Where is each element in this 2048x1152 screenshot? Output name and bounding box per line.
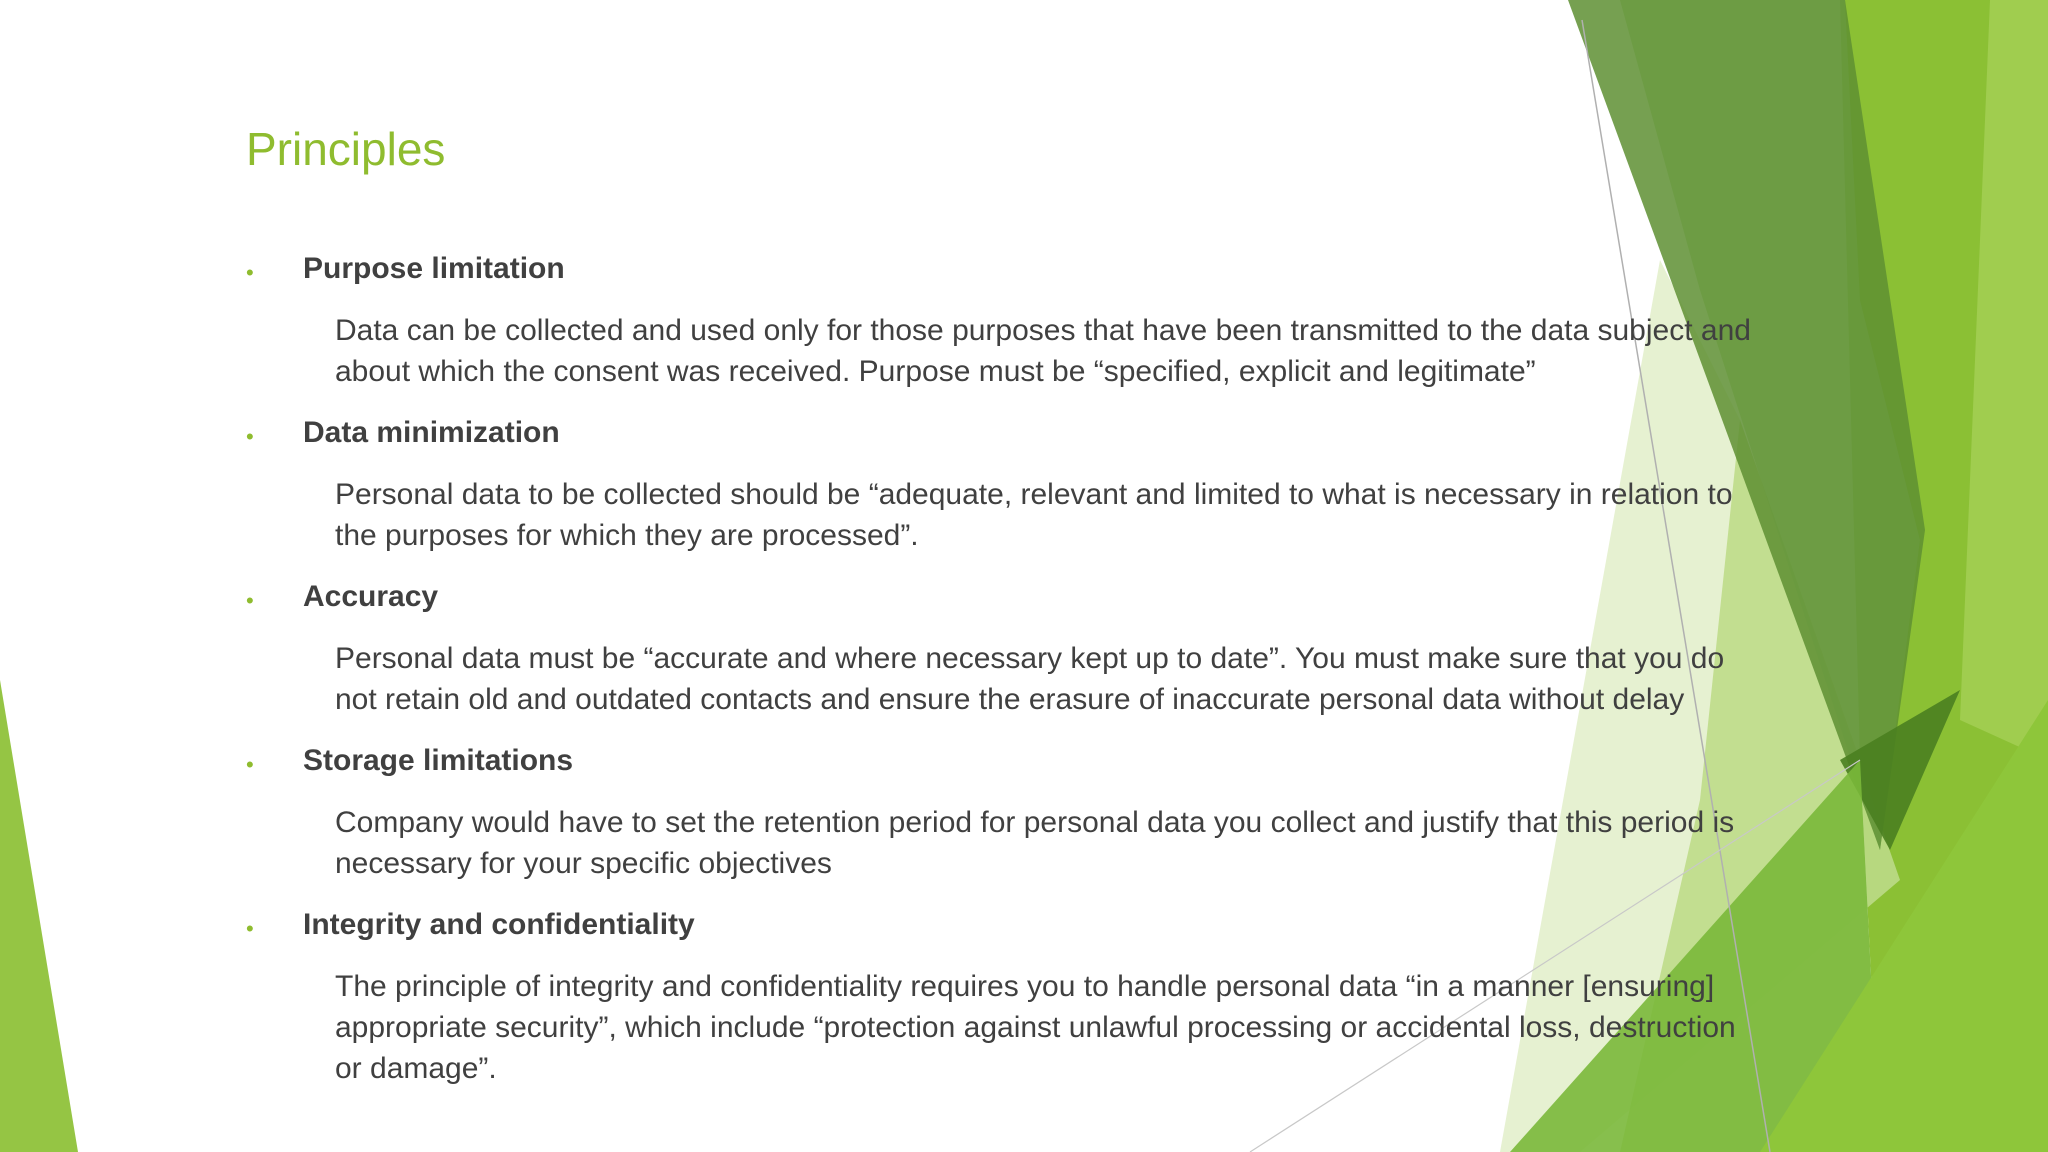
principle-text: Data can be collected and used only for those purposes that have been transmitted to the data subject and about which the consent was received. Purpose must be “specified, explicit and legitimate” bbox=[335, 314, 1751, 388]
principle-heading: Data minimization bbox=[303, 416, 560, 449]
bullet-icon: • bbox=[246, 260, 254, 285]
principle-purpose-limitation bbox=[246, 248, 1826, 392]
principle-integrity-confidentiality bbox=[246, 904, 1826, 1089]
principle-storage-limitations bbox=[246, 740, 1826, 884]
principle-text: Personal data to be collected should be “adequate, relevant and limited to what is necessary in relation to the purposes for which they are processed”. bbox=[335, 478, 1733, 552]
principle-text: The principle of integrity and confidentiality requires you to handle personal data “in a manner [ensuring] appropriate security”, which include “protection against unlawful processing or accidental loss, destruction or damage”. bbox=[335, 970, 1736, 1085]
principle-heading: Storage limitations bbox=[303, 744, 574, 777]
bullet-icon: • bbox=[246, 752, 254, 777]
principle-data-minimization bbox=[246, 412, 1826, 556]
bullet-icon: • bbox=[246, 916, 254, 941]
principle-heading: Purpose limitation bbox=[303, 252, 565, 285]
bullet-icon: • bbox=[246, 588, 254, 613]
principle-accuracy bbox=[246, 576, 1826, 720]
principle-text: Personal data must be “accurate and where necessary kept up to date”. You must make sure that you do not retain old and outdated contacts and ensure the erasure of inaccurate personal data without delay bbox=[335, 642, 1725, 716]
principles-list bbox=[246, 248, 1826, 1089]
principle-text: Company would have to set the retention period for personal data you collect and justify that this period is necessary for your specific objectives bbox=[335, 806, 1735, 880]
slide-title: Principles bbox=[246, 123, 446, 175]
principle-heading: Integrity and confidentiality bbox=[303, 908, 695, 941]
bullet-icon: • bbox=[246, 424, 254, 449]
principle-heading: Accuracy bbox=[303, 580, 439, 613]
